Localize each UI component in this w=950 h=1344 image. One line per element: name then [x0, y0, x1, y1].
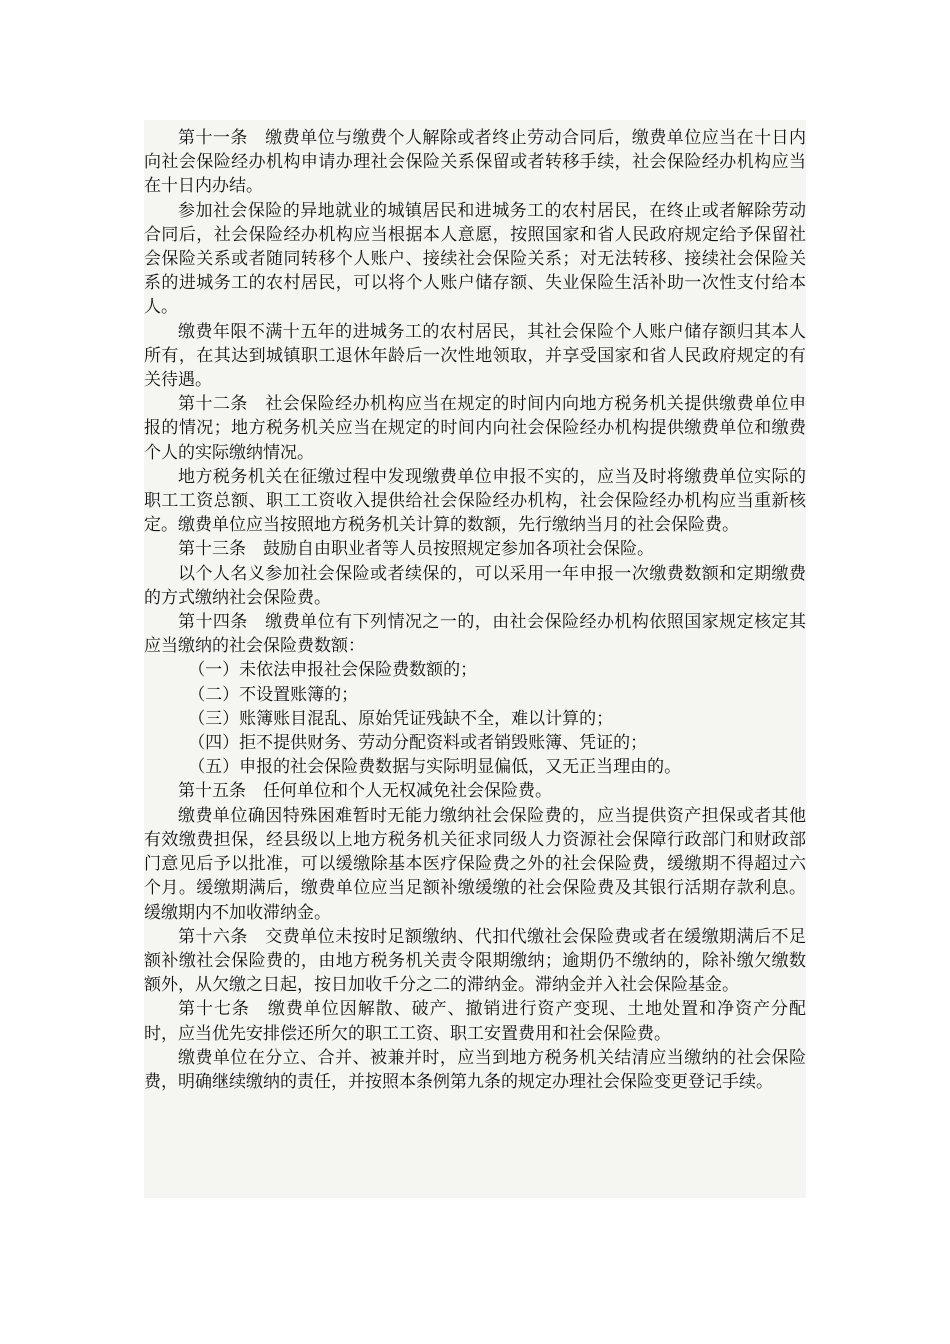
paragraph: 第十三条 鼓励自由职业者等人员按照规定参加各项社会保险。	[178, 539, 654, 560]
paragraph: 第十五条 任何单位和个人无权减免社会保险费。	[178, 781, 552, 802]
paragraph: 地方税务机关在征缴过程中发现缴费单位申报不实的，应当及时将缴费单位实际的职工工资总额、职工工资收入提供给社会保险经办机构，社会保险经办机构应当重新核定。缴费单位应当按照地方税务机关计算的数额，先行缴纳当月的社会保险费。	[144, 466, 806, 536]
paragraph: 缴费单位在分立、合并、被兼并时，应当到地方税务机关结清应当缴纳的社会保险费，明确继续缴纳的责任，并按照本条例第九条的规定办理社会保险变更登记手续。	[144, 1047, 806, 1092]
paragraph: 缴费单位确因特殊困难暂时无能力缴纳社会保险费的，应当提供资产担保或者其他有效缴费担保，经县级以上地方税务机关征求同级人力资源社会保障行政部门和财政部门意见后予以批准，可以缓缴除基本医疗保险费之外的社会保险费，缓缴期不得超过六个月。缓缴期满后，缴费单位应当足额补缴缓缴的社会保险费及其银行活期存款利息。缓缴期内不加收滞纳金。	[144, 805, 806, 923]
paragraph: 第十四条 缴费单位有下列情况之一的，由社会保险经办机构依照国家规定核定其应当缴纳的社会保险费数额：	[144, 612, 806, 657]
paragraph: 缴费年限不满十五年的进城务工的农村居民，其社会保险个人账户储存额归其本人所有，在其达到城镇职工退休年龄后一次性地领取，并享受国家和省人民政府规定的有关待遇。	[144, 321, 806, 391]
paragraph: 参加社会保险的异地就业的城镇居民和进城务工的农村居民，在终止或者解除劳动合同后，社会保险经办机构应当根据本人意愿，按照国家和省人民政府规定给予保留社会保险关系或者随同转移个人账户、接续社会保险关系；对无法转移、接续社会保险关系的进城务工的农村居民，可以将个人账户储存额、失业保险生活补助一次性支付给本人。	[144, 200, 806, 318]
paragraph: 第十六条 交费单位未按时足额缴纳、代扣代缴社会保险费或者在缓缴期满后不足额补缴社会保险费的，由地方税务机关责令限期缴纳；逾期仍不缴纳的，除补缴欠缴数额外，从欠缴之日起，按日加收千分之二的滞纳金。滞纳金并入社会保险基金。	[144, 926, 806, 996]
paragraph: 第十七条 缴费单位因解散、破产、撤销进行资产变现、土地处置和净资产分配时，应当优先安排偿还所欠的职工工资、职工安置费用和社会保险费。	[144, 999, 806, 1044]
list-item: （四）拒不提供财务、劳动分配资料或者销毁账簿、凭证的；	[188, 733, 648, 754]
list-item: （二）不设置账簿的；	[188, 684, 359, 705]
paragraph: 第十二条 社会保险经办机构应当在规定的时间内向地方税务机关提供缴费单位申报的情况；地方税务机关应当在规定的时间内向社会保险经办机构提供缴费单位和缴费个人的实际缴纳情况。	[144, 394, 806, 463]
document-body	[144, 120, 806, 1198]
list-item: （三）账簿账目混乱、原始凭证残缺不全，难以计算的；	[188, 708, 614, 729]
list-item: （一）未依法申报社会保险费数额的；	[188, 660, 478, 681]
paragraph: 以个人名义参加社会保险或者续保的，可以采用一年申报一次缴费数额和定期缴费的方式缴纳社会保险费。	[144, 563, 806, 608]
list-item: （五）申报的社会保险费数据与实际明显偏低，又无正当理由的。	[188, 757, 682, 778]
paragraph: 第十一条 缴费单位与缴费个人解除或者终止劳动合同后，缴费单位应当在十日内向社会保险经办机构申请办理社会保险关系保留或者转移手续，社会保险经办机构应当在十日内办结。	[144, 128, 806, 197]
